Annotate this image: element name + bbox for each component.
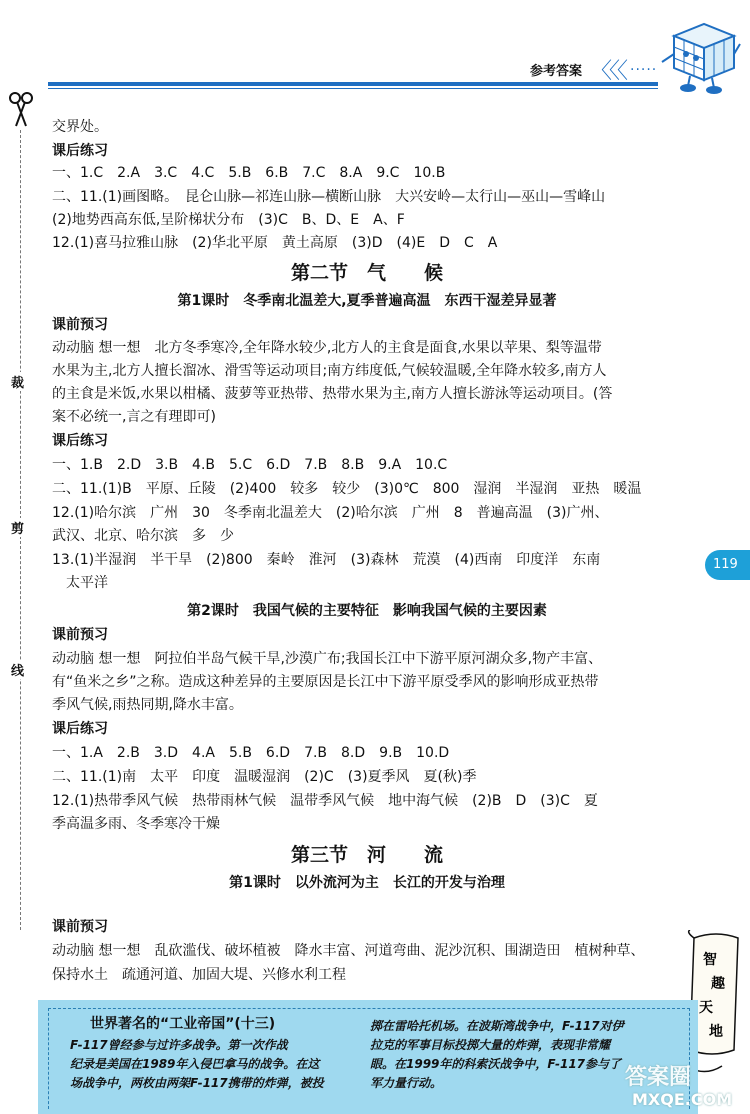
footer-left-line: F-117曾经参与过许多战争。第一次作战 [70, 1038, 288, 1052]
section-heading: 第三节 河 流 [290, 844, 443, 866]
cut-mark-jian: 剪 [11, 518, 24, 537]
text-line: 12.(1)热带季风气候 热带雨林气候 温带季风气候 地中海气候 (2)B D (3)C 夏 [52, 793, 598, 809]
text-line: 二、11.(1)画图略。 昆仑山脉—祁连山脉—横断山脉 大兴安岭—太行山—巫山—雪峰山 [52, 189, 606, 205]
scroll-char-1: 智 [703, 952, 717, 968]
text-line: 季高温多雨、冬季寒冷干燥 [52, 816, 220, 832]
page-number-badge: 119 [705, 550, 750, 580]
text-line: 交界处。 [52, 119, 108, 135]
text-line: 武汉、北京、哈尔滨 多 少 [52, 528, 234, 544]
footer-left-line: 纪录是美国在1989年入侵巴拿马的战争。在这 [70, 1057, 320, 1071]
footer-right-line: 拉克的军事目标投掷大量的炸弹，表现非常耀 [370, 1038, 611, 1052]
text-line: 二、11.(1)B 平原、丘陵 (2)400 较多 较少 (3)0℃ 800 湿润 半湿润 亚热 暖温 [52, 481, 642, 497]
footer-right-line: 掷在雷哈托机场。在波斯湾战争中，F-117对伊 [370, 1019, 624, 1033]
cut-mark-xian: 线 [11, 660, 24, 679]
lesson-heading: 第2课时 我国气候的主要特征 影响我国气候的主要因素 [187, 603, 547, 619]
text-line: 季风气候,雨热同期,降水丰富。 [52, 697, 243, 713]
text-line: 动动脑 想一想 北方冬季寒冷,全年降水较少,北方人的主食是面食,水果以苹果、梨等温带 [52, 340, 602, 356]
scroll-char-2: 趣 [711, 976, 725, 992]
rubik-cube-mascot-icon [660, 14, 742, 98]
text-line: 二、11.(1)南 太平 印度 温暖湿润 (2)C (3)夏季风 夏(秋)季 [52, 769, 477, 785]
text-line: 一、1.B 2.D 3.B 4.B 5.C 6.D 7.B 8.B 9.A 10.C [52, 457, 448, 473]
cut-mark-cai: 裁 [11, 372, 24, 391]
header-arrows: 〈〈〈 [590, 59, 626, 84]
lesson-heading: 第1课时 以外流河为主 长江的开发与治理 [229, 875, 505, 891]
footer-title: 世界著名的“工业帝国”(十三) [90, 1016, 276, 1032]
text-line: 一、1.C 2.A 3.C 4.C 5.B 6.B 7.C 8.A 9.C 10.B [52, 165, 446, 181]
section-label: 课后练习 [52, 721, 108, 737]
section-label: 课前预习 [52, 317, 108, 333]
text-line: 一、1.A 2.B 3.D 4.A 5.B 6.D 7.B 8.D 9.B 10.D [52, 745, 450, 761]
watermark-logo: 答案圈 [625, 1065, 692, 1090]
header-label: 参考答案 [530, 64, 583, 79]
text-line: 动动脑 想一想 乱砍滥伐、破坏植被 降水丰富、河道弯曲、泥沙沉积、围湖造田 植树种草、 [52, 943, 645, 959]
scroll-char-4: 地 [709, 1024, 723, 1040]
footer-left-line: 场战争中，两枚由两架F-117携带的炸弹，被投 [70, 1076, 324, 1090]
text-line: 13.(1)半湿润 半干旱 (2)800 秦岭 淮河 (3)森林 荒漠 (4)西南 印度洋 东南 [52, 552, 601, 568]
text-line: 太平洋 [66, 575, 108, 591]
watermark-url: MXQE.COM [632, 1090, 733, 1109]
text-line: 案不必统一,言之有理即可) [52, 409, 216, 425]
section-label: 课后练习 [52, 433, 108, 449]
footer-right-line: 军力量行动。 [370, 1076, 443, 1090]
text-line: 动动脑 想一想 阿拉伯半岛气候干旱,沙漠广布;我国长江中下游平原河湖众多,物产丰富、 [52, 651, 603, 667]
header-rule-thin [48, 88, 658, 89]
text-line: (2)地势西高东低,呈阶梯状分布 (3)C B、D、E A、F [52, 212, 405, 228]
text-line: 12.(1)喜马拉雅山脉 (2)华北平原 黄土高原 (3)D (4)E D C A [52, 235, 498, 251]
text-line: 保持水土 疏通河道、加固大堤、兴修水利工程 [52, 967, 346, 983]
section-label: 课前预习 [52, 627, 108, 643]
header-dots: ····· [630, 62, 658, 78]
footer-right-line: 眼。在1999年的科索沃战争中，F-117参与了 [370, 1057, 622, 1071]
text-line: 12.(1)哈尔滨 广州 30 冬季南北温差大 (2)哈尔滨 广州 8 普遍高温 (3)广州、 [52, 505, 609, 521]
scroll-char-3: 天 [699, 1000, 713, 1016]
text-line: 水果为主,北方人擅长溜冰、滑雪等运动项目;南方纬度低,气候较温暖,全年降水较多,南方人 [52, 363, 607, 379]
section-label: 课前预习 [52, 919, 108, 935]
lesson-heading: 第1课时 冬季南北温差大,夏季普遍高温 东西干湿差异显著 [177, 293, 557, 309]
section-label: 课后练习 [52, 143, 108, 159]
text-line: 有“鱼米之乡”之称。造成这种差异的主要原因是长江中下游平原受季风的影响形成亚热带 [52, 674, 599, 690]
text-line: 的主食是米饭,水果以柑橘、菠萝等亚热带、热带水果为主,南方人擅长游泳等运动项目。(答 [52, 386, 613, 402]
section-heading: 第二节 气 候 [290, 262, 443, 284]
header-rule [48, 82, 658, 86]
scissors-icon [8, 92, 34, 128]
